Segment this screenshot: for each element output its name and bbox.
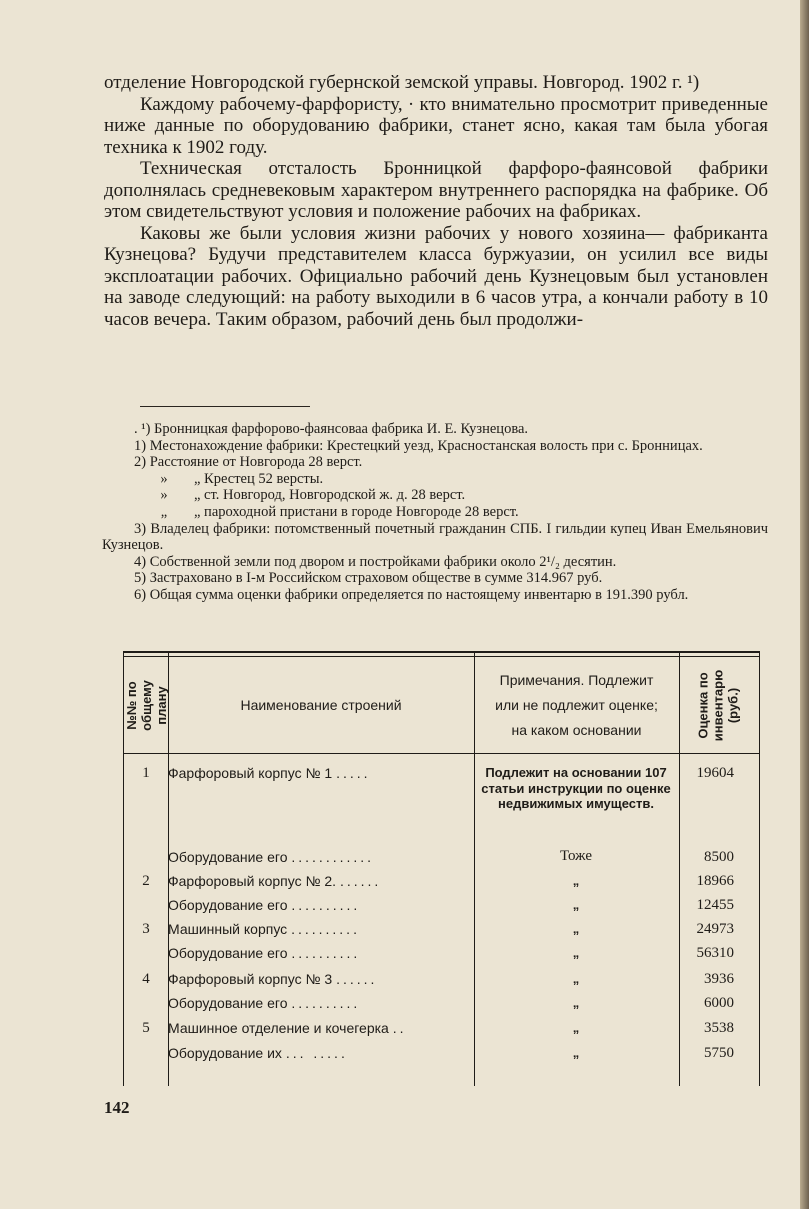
row-name-text: Фарфоровый корпус № 2. <box>168 873 337 889</box>
table-row <box>124 897 759 921</box>
row-note: „ <box>572 945 580 960</box>
header-value-label: Оценка по инвентарю (руб.) <box>695 669 741 741</box>
row-name <box>168 971 470 987</box>
row-name <box>168 945 470 961</box>
table-row <box>124 1045 759 1069</box>
leader-dots: .......... <box>291 995 361 1011</box>
row-name <box>168 849 470 865</box>
row-num: 1 <box>142 765 150 781</box>
footnote-2a <box>102 471 768 488</box>
footnote-6: 6) Общая сумма оценки фабрики определяется по настоящему инвентарю в 191.390 рубл. <box>134 586 689 603</box>
footnote-4: 4) Собственной земли под двором и постройками фабрики около 2¹/₂ десятин. <box>134 553 617 570</box>
row-note: „ <box>572 921 580 936</box>
row-name <box>168 995 470 1011</box>
leader-dots: ... ..... <box>285 1045 348 1061</box>
header-notes-label: Примечания. Подлежит или не подлежит оценке; на каком основании <box>495 671 658 738</box>
row-value: 18966 <box>696 873 734 889</box>
footnote-2a-text: „ Крестец 52 версты. <box>194 470 324 487</box>
row-name-text: Фарфоровый корпус № 3 <box>168 971 333 987</box>
leader-dots: .......... <box>291 945 361 961</box>
header-num <box>124 657 168 753</box>
row-note: „ <box>572 1020 580 1035</box>
leader-dots: ...... <box>339 873 382 889</box>
leader-dots: ...... <box>336 971 378 987</box>
row-note: „ <box>572 897 580 912</box>
row-num: 5 <box>142 1020 150 1036</box>
row-name <box>168 1045 470 1061</box>
row-note: „ <box>572 873 580 888</box>
footnotes <box>102 421 768 604</box>
row-note: Тоже <box>560 848 592 864</box>
row-name-text: Машинный корпус <box>168 921 288 937</box>
row-value: 5750 <box>704 1045 734 1061</box>
footnote-5: 5) Застраховано в I-м Российском страховом обществе в сумме 314.967 руб. <box>134 570 603 587</box>
row-name <box>168 765 470 781</box>
header-name <box>168 657 474 753</box>
row-note: Подлежит на основании 107 статьи инструкции по оценке недвижимых имуществ. <box>481 765 671 811</box>
ditto-mark: „ <box>160 503 168 520</box>
row-value: 19604 <box>696 765 734 781</box>
row-note: „ <box>572 1045 580 1060</box>
header-value <box>679 657 757 753</box>
row-name-text: Фарфоровый корпус № 1 <box>168 765 333 781</box>
table-row <box>124 945 759 969</box>
table-row <box>124 849 759 873</box>
footnote-0: . ¹) Бронницкая фарфорово-фаянсоваа фабрика И. Е. Кузнецова. <box>134 421 529 437</box>
inventory-table <box>123 651 760 1086</box>
row-name-text: Оборудование его <box>168 945 288 961</box>
row-note: „ <box>572 995 580 1010</box>
footnote-2b <box>102 487 768 504</box>
row-name <box>168 1020 470 1036</box>
paragraph-3: Техническая отсталость Бронницкой фарфоро-фаянсовой фабрики дополнялась средневековым характером внутреннего распорядка на фабрике. Об этом свидетельствуют условия и положение рабочих на фабриках. <box>104 158 768 222</box>
row-name <box>168 873 470 889</box>
table-row <box>124 873 759 897</box>
row-value: 6000 <box>704 995 734 1011</box>
row-name <box>168 897 470 913</box>
row-value: 12455 <box>696 897 734 913</box>
leader-dots: ..... <box>336 765 371 781</box>
page-edge-shadow <box>800 0 809 1209</box>
paragraph-2: Каждому рабочему-фарфористу, · кто внимательно просмотрит приведенные ниже данные по оборудованию фабрики, станет ясно, какая там была убогая техника к 1902 году. <box>104 93 768 158</box>
table-row <box>124 995 759 1019</box>
leader-dots: .......... <box>291 921 360 937</box>
row-num: 3 <box>142 921 150 937</box>
table-row <box>124 765 759 811</box>
paragraph-1: отделение Новгородской губернской земской управы. Новгород. 1902 г. ¹) <box>104 72 700 93</box>
footnote-2c-text: „ пароходной пристани в городе Новгороде 28 верст. <box>194 503 519 520</box>
footnote-2c <box>102 504 768 521</box>
header-num-label: №№ по общему плану <box>123 679 169 731</box>
row-value: 8500 <box>704 849 734 865</box>
row-value: 3538 <box>704 1020 734 1036</box>
paragraph-4: Каковы же были условия жизни рабочих у нового хозяина— фабриканта Кузнецова? Будучи представителем класса буржуазии, он усилил все виды эксплоатации рабочих. Официально рабочий день Кузнецовым был установлен на заводе следующий: на работу выходили в 6 часов утра, а кончали работу в 10 часов вечера. Таким образом, рабочий день был продолжи- <box>104 222 768 330</box>
row-num: 2 <box>142 873 150 889</box>
table-header <box>124 656 759 754</box>
page-number: 142 <box>104 1098 130 1117</box>
footnote-rule <box>140 406 310 407</box>
header-notes <box>474 657 679 753</box>
row-name-text: Оборудование их <box>168 1045 282 1061</box>
row-name-text: Машинное отделение и кочегерка <box>168 1020 389 1036</box>
leader-dots: ............ <box>291 849 375 865</box>
leader-dots: .. <box>392 1020 407 1036</box>
footnote-3: 3) Владелец фабрики: потомственный почетный гражданин СПБ. I гильдии купец Иван Емельянович Кузнецов. <box>102 520 768 554</box>
row-num: 4 <box>142 971 150 987</box>
header-name-label: Наименование строений <box>240 697 402 713</box>
row-value: 3936 <box>704 971 734 987</box>
leader-dots: .......... <box>291 897 361 913</box>
footnote-2b-text: „ ст. Новгород, Новгородской ж. д. 28 верст. <box>194 487 466 504</box>
row-value: 24973 <box>696 921 734 937</box>
row-note: „ <box>572 971 580 986</box>
row-name <box>168 921 470 937</box>
table-row <box>124 921 759 945</box>
table-row <box>124 1020 759 1044</box>
footnote-1: 1) Местонахождение фабрики: Крестецкий уезд, Красностанская волость при с. Бронницах. <box>134 437 703 454</box>
main-text <box>104 72 768 330</box>
row-name-text: Оборудование его <box>168 995 288 1011</box>
row-name-text: Оборудование его <box>168 897 288 913</box>
row-value: 56310 <box>696 945 734 961</box>
ditto-mark: » <box>160 470 168 487</box>
footnote-2: 2) Расстояние от Новгорода 28 верст. <box>134 454 363 471</box>
table-row <box>124 971 759 995</box>
row-name-text: Оборудование его <box>168 849 288 865</box>
ditto-mark: » <box>160 487 168 504</box>
